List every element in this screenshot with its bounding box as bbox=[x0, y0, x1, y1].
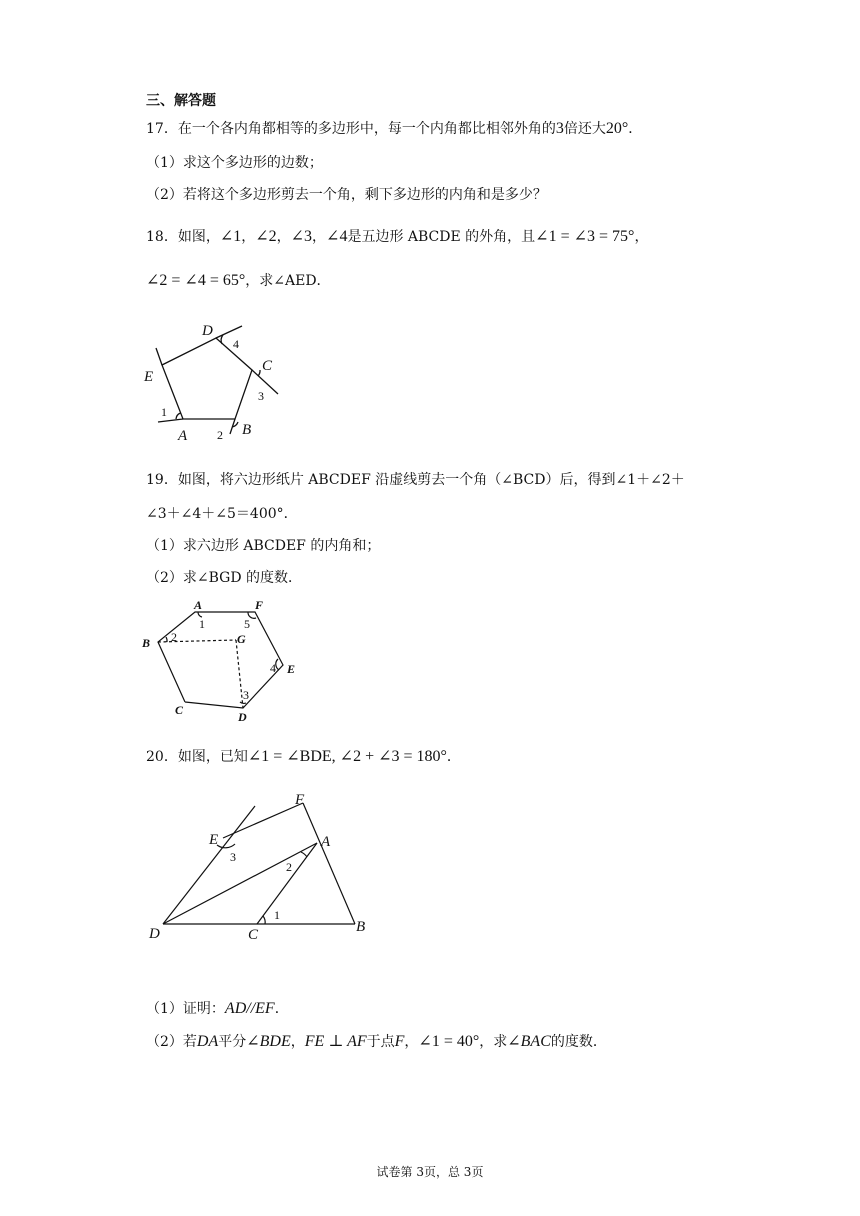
question-text: 于点 bbox=[366, 1034, 395, 1050]
math-condition-2: ∠2 = ∠4 = 65° bbox=[146, 272, 246, 289]
part-label: （1）证明： bbox=[146, 1001, 225, 1017]
angle-label-4: 4 bbox=[233, 337, 239, 351]
question-17-part1: （1）求这个多边形的边数； bbox=[146, 155, 323, 171]
math-angle-1: ∠1 bbox=[219, 228, 242, 245]
punctuation: ， bbox=[634, 229, 649, 245]
question-19-stem-cont: ∠3＋∠4＋∠5＝400°． bbox=[146, 506, 298, 522]
math-angle-3: ∠3 bbox=[290, 228, 313, 245]
question-number: 19． bbox=[146, 472, 178, 488]
label-c: C bbox=[175, 703, 184, 717]
question-17-stem bbox=[146, 118, 642, 138]
math-angle-bde: ∠BDE bbox=[246, 1033, 291, 1050]
label-d: D bbox=[202, 323, 213, 339]
label-a: A bbox=[178, 428, 188, 444]
question-text: ，求 bbox=[479, 1034, 508, 1050]
math-angle-bac: ∠BAC bbox=[507, 1033, 551, 1050]
question-text: 是五边形 ABCDE 的外角，且 bbox=[347, 229, 536, 245]
line-de-ray bbox=[163, 806, 255, 924]
angle-label-5: 5 bbox=[244, 617, 250, 631]
label-e: E bbox=[287, 662, 296, 676]
hexagon-outline bbox=[158, 612, 283, 708]
math-angle-4: ∠4 bbox=[326, 228, 348, 245]
angle-arc-2 bbox=[301, 852, 307, 857]
question-19-part2: （2）求∠BGD 的度数． bbox=[146, 570, 303, 586]
question-text: 如图，将六边形纸片 ABCDEF 沿虚线剪去一个角（∠BCD）后，得到∠1＋∠2＋ bbox=[177, 472, 685, 488]
math-angle-2: ∠2 bbox=[255, 228, 277, 245]
figure-19-hexagon bbox=[140, 598, 310, 726]
question-number: 17． bbox=[146, 121, 178, 137]
angle-label-3: 3 bbox=[258, 389, 264, 403]
question-text: 的度数． bbox=[550, 1034, 607, 1050]
math-condition: ∠1 = ∠BDE, ∠2 + ∠3 = 180° bbox=[247, 748, 447, 765]
question-text: ，求∠AED． bbox=[245, 273, 331, 289]
line-extension-ae bbox=[156, 348, 162, 365]
question-text: 如图， bbox=[177, 229, 220, 245]
angle-arc-3 bbox=[258, 370, 260, 376]
angle-label-1: 1 bbox=[274, 908, 280, 922]
question-number: 20． bbox=[146, 749, 178, 765]
line-ef bbox=[223, 803, 303, 838]
line-extension-ba bbox=[158, 419, 183, 422]
angle-label-3: 3 bbox=[230, 850, 236, 864]
punctuation: ， bbox=[290, 1034, 305, 1050]
question-17-part2: （2）若将这个多边形剪去一个角，剩下多边形的内角和是多少？ bbox=[146, 187, 547, 203]
math-angle-given: ∠1 = 40° bbox=[418, 1033, 480, 1050]
label-b: B bbox=[356, 919, 366, 935]
angle-label-2: 2 bbox=[217, 428, 223, 442]
dashed-line-gd bbox=[236, 640, 243, 708]
math-condition-1: ∠1 = ∠3 = 75° bbox=[535, 228, 635, 245]
punctuation: ， bbox=[241, 229, 256, 245]
question-18-stem bbox=[146, 226, 648, 246]
page-footer: 试卷第 3页，总 3页 bbox=[376, 1165, 484, 1179]
question-20-stem bbox=[146, 746, 461, 766]
angle-label-1: 1 bbox=[161, 405, 167, 419]
question-text: 倍还大 bbox=[563, 121, 606, 137]
angle-arc-3 bbox=[217, 844, 235, 848]
angle-label-4: 4 bbox=[270, 661, 276, 675]
angle-label-1: 1 bbox=[199, 617, 205, 631]
question-text: 如图，已知 bbox=[177, 749, 248, 765]
punctuation: ． bbox=[274, 1001, 289, 1017]
angle-arc-4 bbox=[276, 659, 279, 670]
question-text: 在一个各内角都相等的多边形中，每一个内角都比相邻外角的 bbox=[177, 121, 556, 137]
label-e: E bbox=[209, 832, 219, 848]
label-b: B bbox=[242, 422, 252, 438]
angle-arc-4 bbox=[221, 335, 223, 344]
label-d: D bbox=[238, 710, 247, 724]
part-label: （2）若 bbox=[146, 1034, 197, 1050]
math-da: DA bbox=[196, 1033, 219, 1050]
punctuation: ， bbox=[276, 229, 291, 245]
question-19-part1: （1）求六边形 ABCDEF 的内角和； bbox=[146, 538, 381, 554]
angle-label-2: 2 bbox=[286, 860, 292, 874]
angle-arc-1 bbox=[263, 916, 265, 924]
math-factor: 3 bbox=[555, 120, 564, 137]
math-angle: 20° bbox=[605, 120, 629, 137]
question-number: 18． bbox=[146, 229, 178, 245]
label-b: B bbox=[142, 636, 151, 650]
question-19-stem bbox=[146, 469, 685, 489]
math-parallel: AD//EF bbox=[224, 1000, 275, 1017]
line-ca bbox=[257, 843, 317, 924]
label-d: D bbox=[149, 926, 160, 942]
label-f: F bbox=[255, 598, 264, 612]
question-20-part2 bbox=[146, 1031, 607, 1051]
figure-18-pentagon bbox=[140, 318, 290, 446]
question-20-part1 bbox=[146, 998, 289, 1018]
figure-20-triangle bbox=[145, 788, 385, 948]
math-perpendicular: FE ⊥ AF bbox=[304, 1033, 367, 1050]
line-da bbox=[163, 843, 317, 924]
label-c: C bbox=[262, 358, 273, 374]
label-e: E bbox=[144, 369, 154, 385]
punctuation: ． bbox=[628, 121, 643, 137]
angle-label-3: 3 bbox=[243, 688, 249, 702]
punctuation: ， bbox=[312, 229, 327, 245]
label-a: A bbox=[194, 598, 203, 612]
question-text: 平分 bbox=[218, 1034, 247, 1050]
math-point-f: F bbox=[394, 1033, 405, 1050]
section-title: 三、解答题 bbox=[146, 93, 216, 109]
line-fb bbox=[303, 803, 355, 924]
label-c: C bbox=[248, 927, 259, 943]
punctuation: ． bbox=[446, 749, 461, 765]
question-18-stem-cont bbox=[146, 270, 331, 290]
punctuation: ， bbox=[404, 1034, 419, 1050]
angle-arc-1 bbox=[176, 413, 181, 419]
label-g: G bbox=[237, 632, 246, 646]
label-a: A bbox=[321, 834, 331, 850]
angle-label-2: 2 bbox=[171, 630, 177, 644]
label-f: F bbox=[295, 792, 305, 808]
dashed-line-bg bbox=[158, 640, 236, 642]
